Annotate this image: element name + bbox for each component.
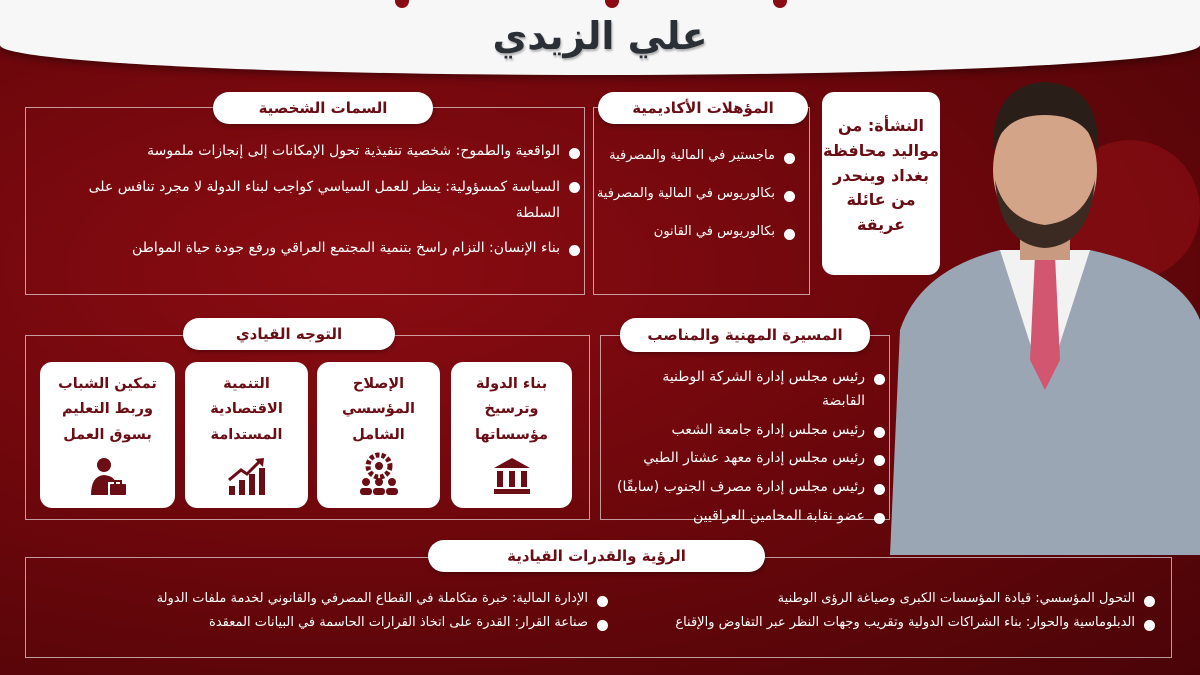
team-gear-icon xyxy=(357,452,401,496)
list-item: الإدارة المالية: خبرة متكاملة في القطاع المصرفي والقانوني لخدمة ملفات الدولة xyxy=(48,588,608,610)
card-label: بناء الدولة وترسيخ مؤسساتها xyxy=(475,376,548,443)
vision-list-left xyxy=(48,588,608,634)
list-item: رئيس مجلس إدارة مصرف الجنوب (سابقًا) xyxy=(615,476,885,500)
list-item: صناعة القرار: القدرة على اتخاذ القرارات الحاسمة في البيانات المعقدة xyxy=(48,612,608,634)
list-item: ماجستير في المالية والمصرفية xyxy=(595,145,795,167)
leadership-card-youth xyxy=(40,362,175,508)
list-item: بكالوريوس في القانون xyxy=(595,221,795,243)
list-item: رئيس مجلس إدارة معهد عشتار الطبي xyxy=(615,447,885,471)
growth-chart-icon xyxy=(227,456,267,496)
card-label: تمكين الشباب وربط التعليم بسوق العمل xyxy=(58,376,157,443)
list-item: رئيس مجلس إدارة الشركة الوطنية القابضة xyxy=(615,366,885,414)
academic-title: المؤهلات الأكاديمية xyxy=(598,92,808,124)
card-label: الإصلاح المؤسسي الشامل xyxy=(342,376,415,443)
card-label: التنمية الاقتصادية المستدامة xyxy=(210,376,283,443)
leadership-card-reform xyxy=(317,362,440,508)
traits-title: السمات الشخصية xyxy=(213,92,433,124)
origin-card: النشأة: من مواليد محافظة بغداد وينحدر من عائلة عريقة xyxy=(822,92,940,275)
list-item: السياسة كمسؤولية: ينظر للعمل السياسي كواجب لبناء الدولة لا مجرد تنافس على السلطة xyxy=(60,174,580,227)
list-item: عضو نقابة المحامين العراقيين xyxy=(615,505,885,529)
list-item: رئيس مجلس إدارة جامعة الشعب xyxy=(615,419,885,443)
vision-title: الرؤية والقدرات القيادية xyxy=(428,540,765,572)
person-name-title: علي الزيدي xyxy=(492,14,708,58)
list-item: بكالوريوس في المالية والمصرفية xyxy=(595,183,795,205)
career-title: المسيرة المهنية والمناصب xyxy=(620,318,870,352)
list-item: الواقعية والطموح: شخصية تنفيذية تحول الإمكانات إلى إنجازات ملموسة xyxy=(60,140,580,164)
vision-list-right xyxy=(615,588,1155,634)
list-item: بناء الإنسان: التزام راسخ بتنمية المجتمع العراقي ورفع جودة حياة المواطن xyxy=(60,237,580,261)
list-item: الدبلوماسية والحوار: بناء الشراكات الدولية وتقريب وجهات النظر عبر التفاوض والإقناع xyxy=(615,612,1155,634)
traits-list xyxy=(60,140,580,261)
decorative-dots xyxy=(0,0,1200,8)
list-item: التحول المؤسسي: قيادة المؤسسات الكبرى وصياغة الرؤى الوطنية xyxy=(615,588,1155,610)
academic-list xyxy=(595,145,795,243)
leadership-title: التوجه القيادي xyxy=(183,318,395,350)
institution-icon xyxy=(492,456,532,496)
leadership-card-state-building xyxy=(451,362,572,508)
person-briefcase-icon xyxy=(88,456,128,496)
career-list xyxy=(615,366,885,529)
leadership-card-economy xyxy=(185,362,308,508)
